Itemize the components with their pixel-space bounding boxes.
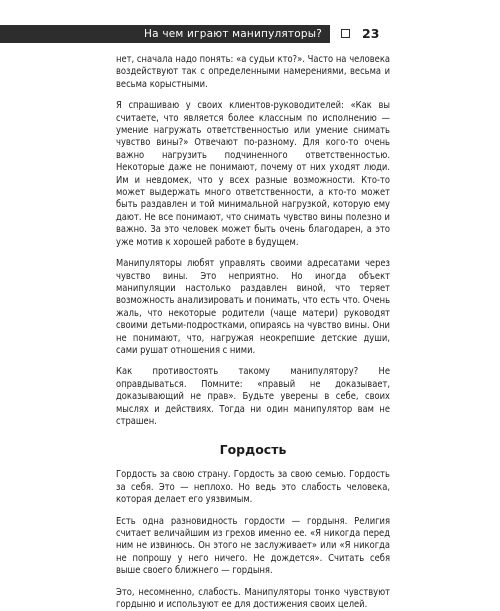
chapter-title: На чем играют манипуляторы?: [144, 28, 322, 40]
running-header: [0, 25, 500, 43]
page-number: 23: [362, 26, 380, 41]
paragraph: нет, сначала надо понять: «а судьи кто?». Часто на человека воздействуют так с определенными намерениями, весьма и весьма корыстными.: [116, 54, 390, 90]
paragraph: Как противостоять такому манипулятору? Не оправдываться. Помните: «правый не доказывает, доказывающий не прав». Будьте уверены в себе, своих мыслях и действиях. Тогда ни один манипулятор вам не страшен.: [116, 366, 390, 427]
section-heading: Гордость: [219, 442, 287, 458]
paragraph: Гордость за свою страну. Гордость за свою семью. Гордость за себя. Это — неплохо. Но ведь это слабость человека, которая делает его уязвимым.: [116, 469, 390, 506]
header-bar: [0, 25, 330, 43]
paragraph: Это, несомненно, слабость. Манипуляторы тонко чувствуют гордыню и используют ее для достижения своих целей.: [116, 586, 390, 611]
body-text: [116, 54, 390, 611]
paragraph: Я спрашиваю у своих клиентов-руководителей: «Как вы считаете, что является более классным по исполнению — умение нагружать ответственностью или умение снимать чувство вины?» Отвечают по-разному. Для кого-то очень важно нагрузить подчиненного ответственностью. Некоторые даже не понимают, почему от них уходят люди. Им и невдомек, что у всех разные возможности. Кто-то может выдержать много ответственности, а кто-то может быть раздавлен и той минимальной нагрузкой, которую ему дают. Не все понимают, что снимать чувство вины полезно и важно. За это человек может быть очень благодарен, а это уже мотив к хорошей работе в будущем.: [116, 100, 390, 248]
paragraph: Манипуляторы любят управлять своими адресатами через чувство вины. Это неприятно. Но иногда объект манипуляции настолько раздавлен виной, что теряет возможность анализировать и понимать, что есть что. Очень жаль, что некоторые родители (чаще матери) руководят своими детьми-подростками, опираясь на чувство вины. Они не понимают, что, нагружая неокрепшие детские души, сами рушат отношения с ними.: [116, 258, 390, 356]
square-marker-icon: [341, 29, 350, 38]
paragraph: Есть одна разновидность гордости — гордыня. Религия считает величайшим из грехов именно ее. «Я никогда перед ним не извинюсь. Он этого не заслуживает» или «Я никогда не попрошу у него ничего. Не дождется». Считать себя выше своего ближнего — гордыня.: [116, 515, 390, 577]
